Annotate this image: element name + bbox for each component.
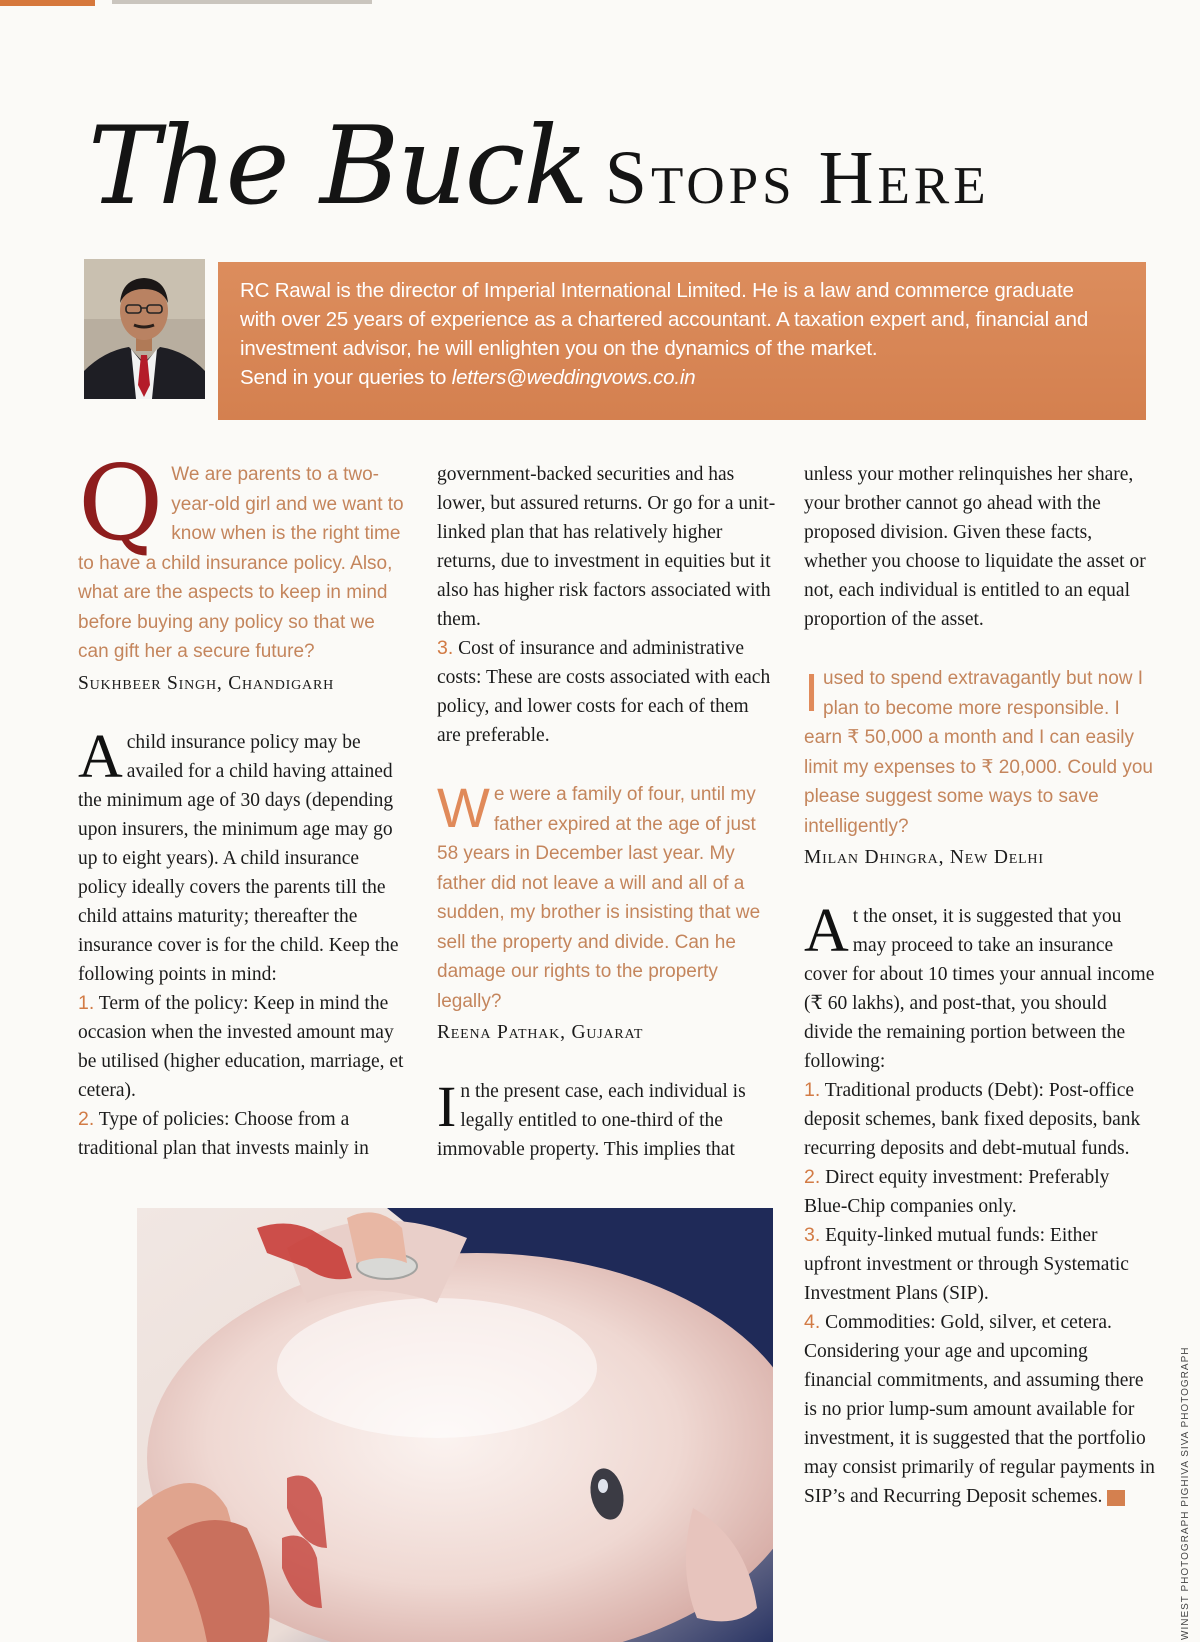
bio-line: RC Rawal is the director of Imperial International Limited. He is a law and commerce graduate [240,279,1074,302]
question-1-text: We are parents to a two-year-old girl and we want to know when is the right time to have a child insurance policy. Also, what are the aspects to keep in mind before buying any policy so that we can gift her a secure future? [78,464,404,662]
answer-2-continued: unless your mother relinquishes her share, your brother cannot go ahead with the proposed division. Given these facts, whether you choose to liquidate the asset or not, each individual is entitled to an equal proportion of the asset. [804,464,1146,630]
point-text: Cost of insurance and administrative costs: These are costs associated with each policy, and lower costs for each of them are preferable. [437,638,771,746]
column-2 [437,460,777,1164]
point-number: 1. [804,1079,821,1101]
answer-1-point-2 [78,1105,408,1163]
answer-1 [78,722,408,989]
answer-3-point-4 [804,1308,1156,1511]
question-3-signature: Milan Dhingra, New Delhi [804,847,1044,868]
answer-3-point-2 [804,1163,1156,1221]
point-text: Commodities: Gold, silver, et cetera. Considering your age and upcoming financial commitments, and assuming there is no prior lump-sum amount available for investment, it is suggested that the portfolio may consist primarily of regular payments in SIP’s and Recurring Deposit schemes. [804,1312,1155,1507]
point-number: 3. [804,1224,821,1246]
point-text: Type of policies: Choose from a traditional plan that invests mainly in [78,1108,369,1159]
question-2 [437,776,777,1016]
author-photo [84,259,205,399]
piggy-bank-icon [137,1208,773,1642]
drop-cap-q: Q [78,442,164,564]
author-bio-box [218,262,1146,420]
point-text: Traditional products (Debt): Post-office deposit schemes, bank fixed deposits, bank recurring deposits and debt-mutual funds. [804,1080,1141,1159]
answer-1-point-3 [437,634,777,750]
answer-2 [437,1074,777,1164]
drop-cap-a: A [804,897,849,965]
answer-2-text: n the present case, each individual is legally entitled to one-third of the immovable property. This implies that [437,1081,746,1160]
piggy-bank-photo [137,1208,773,1642]
author-portrait-icon [84,259,205,399]
answer-1-continued: government-backed securities and has lower, but assured returns. Or go for a unit-linked plan that has relatively higher returns, due to investment in equities but it also has higher risk factors associated with them. [437,464,776,630]
answer-1-text: child insurance policy may be availed for a child having attained the minimum age of 30 days (depending upon insurers, the minimum age may go up to eight years). A child insurance policy ideally covers the parents till the child attains maturity; thereafter the insurance cover is for the child. Keep the following points in mind: [78,731,399,985]
drop-cap-w: W [437,776,490,839]
point-number: 2. [78,1107,95,1130]
email-link[interactable]: letters@weddingvows.co.in [451,366,696,389]
question-3 [804,664,1156,841]
drop-cap-i: I [437,1074,457,1139]
drop-cap-i-orange: I [804,663,820,723]
answer-1-point-1 [78,989,408,1105]
answer-3-point-1 [804,1076,1156,1163]
point-number: 1. [78,991,95,1014]
bio-line [240,363,1120,392]
end-of-article-icon [1107,1490,1125,1506]
section-tab-header [112,0,372,4]
bio-line: with over 25 years of experience as a chartered accountant. A taxation expert and, financial and [240,308,1089,331]
point-text: Term of the policy: Keep in mind the occasion when the invested amount may be utilised (higher education, marriage, et cetera). [78,992,404,1101]
bio-line: investment advisor, he will enlighten you on the dynamics of the market. [240,337,878,360]
answer-3-text: t the onset, it is suggested that you may proceed to take an insurance cover for about 10 times your annual income (₹ 60 lakhs), and post-that, you should divide the remaining portion between the following: [804,906,1155,1072]
question-2-signature: Reena Pathak, Gujarat [437,1022,644,1043]
point-text: Direct equity investment: Preferably Blue-Chip companies only. [804,1167,1110,1217]
point-number: 4. [804,1311,821,1333]
point-text: Equity-linked mutual funds: Either upfront investment or through Systematic Investment Plans (SIP). [804,1225,1129,1304]
bio-send-prefix: Send in your queries to [240,366,452,389]
section-tab [0,0,95,6]
title-script: The Buck [88,104,587,229]
point-number: 2. [804,1166,821,1188]
question-1-signature: Sukhbeer Singh, Chandigarh [78,672,334,694]
drop-cap-a: A [78,722,123,791]
answer-3 [804,897,1156,1076]
column-3 [804,460,1156,1511]
page-title [88,92,1128,242]
point-number: 3. [437,637,454,659]
answer-3-point-3 [804,1221,1156,1308]
question-2-text: e were a family of four, until my father expired at the age of just 58 years in December last year. My father did not leave a will and all of a sudden, my brother is insisting that we sell the property and divide. Can he damage our rights to the property legally? [437,784,761,1012]
column-1 [78,442,408,1163]
title-caps: Stops Here [604,136,990,220]
photo-credit: WINEST PHOTOGRAPH PIGHIVA SIVA PHOTOGRAPH [1180,1346,1191,1640]
question-1 [78,442,408,667]
question-3-text: used to spend extravagantly but now I plan to become more responsible. I earn ₹ 50,000 a month and I can easily limit my expenses to ₹ 20,000. Could you please suggest some ways to save intelligently? [804,668,1153,837]
